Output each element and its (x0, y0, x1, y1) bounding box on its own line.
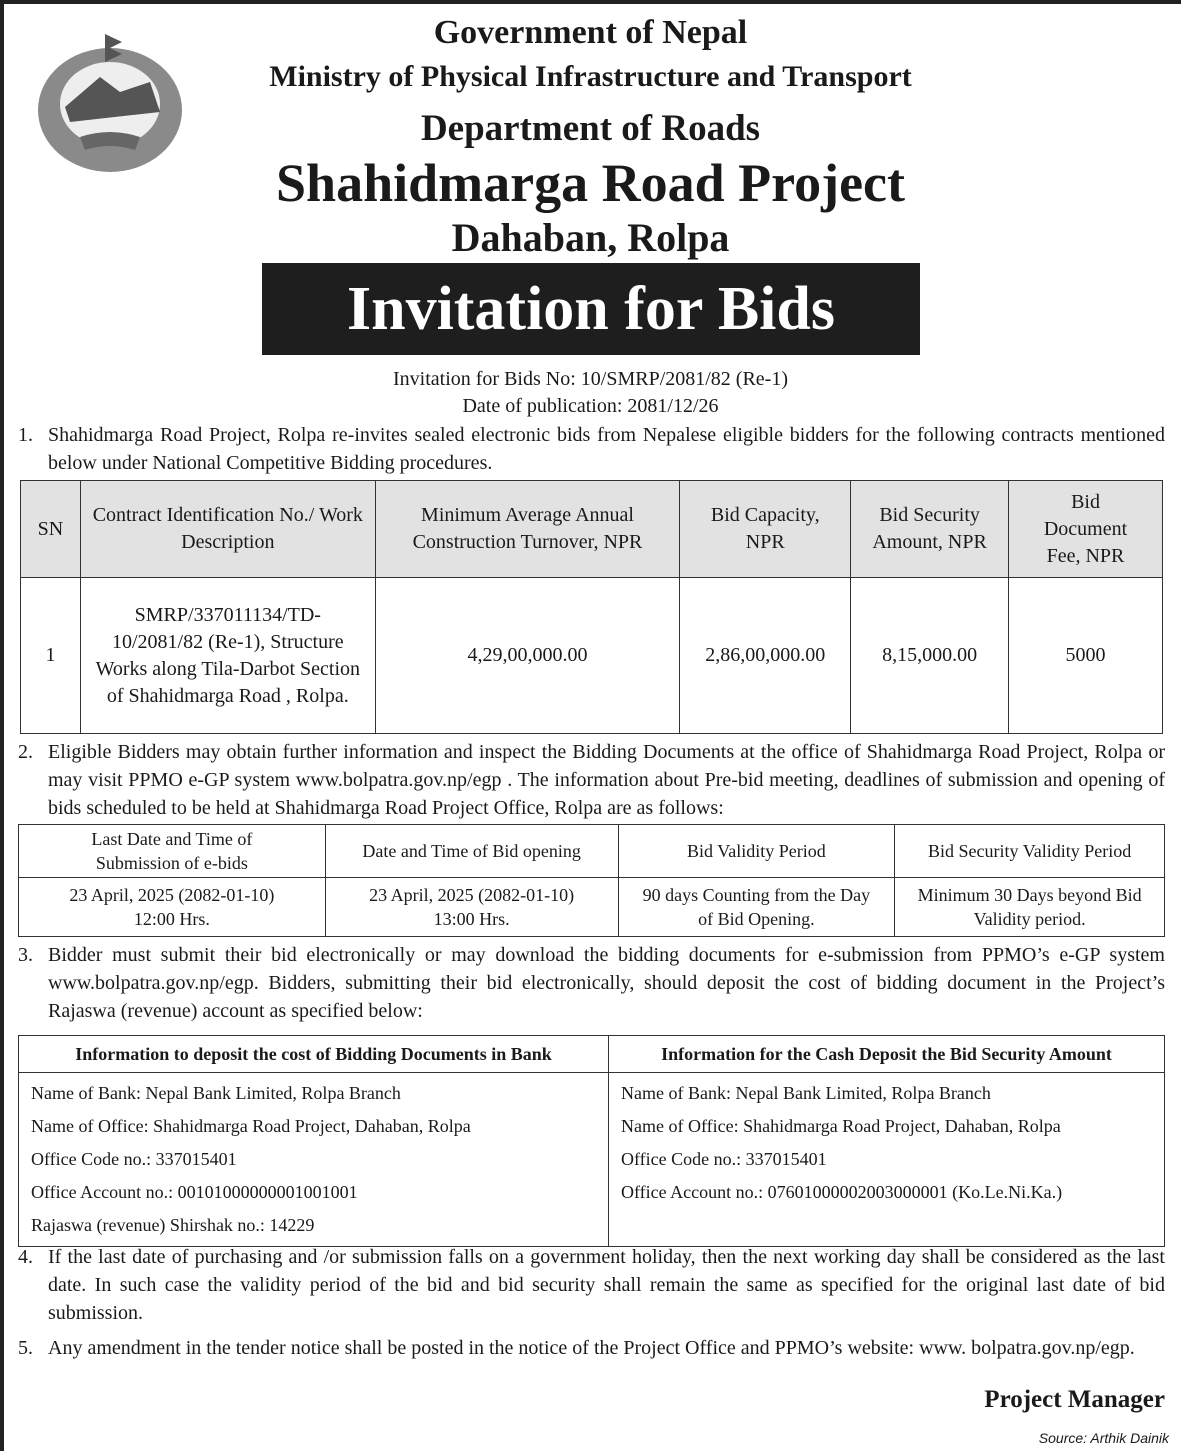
department-title: Department of Roads (420, 108, 761, 149)
column-header: Bid Capacity, NPR (680, 481, 851, 578)
paragraph-number: 4. (18, 1246, 33, 1268)
signatory: Project Manager (984, 1386, 1165, 1413)
table-cell: SMRP/337011134/TD-10/2081/82 (Re-1), Structure Works along Tila-Darbot Section of Shahidmarga Road , Rolpa. (80, 578, 375, 734)
table-header-row (19, 825, 1165, 878)
office-code: Office Code no.: 337015401 (621, 1149, 827, 1169)
paragraph-number: 5. (18, 1337, 33, 1359)
table-cell: 23 April, 2025 (2082-01-10) 12:00 Hrs. (19, 878, 326, 937)
government-title: Government of Nepal (433, 14, 748, 51)
table-row (19, 878, 1165, 937)
paragraph-number: 1. (18, 424, 33, 446)
office-name: Name of Office: Shahidmarga Road Project, Dahaban, Rolpa (621, 1116, 1061, 1136)
table-cell: 2,86,00,000.00 (680, 578, 851, 734)
column-header: Information for the Cash Deposit the Bid Security Amount (609, 1036, 1165, 1073)
office-account: Office Account no.: 00101000000001001001 (31, 1182, 358, 1202)
table-row (19, 1073, 1165, 1247)
office-code: Office Code no.: 337015401 (31, 1149, 237, 1169)
bank-name: Name of Bank: Nepal Bank Limited, Rolpa Branch (31, 1083, 401, 1103)
table-cell: 90 days Counting from the Day of Bid Opening. (618, 878, 895, 937)
column-header: SN (21, 481, 81, 578)
table-header-row (21, 481, 1163, 578)
schedule-table (18, 824, 1165, 937)
paragraph-5 (18, 1334, 1165, 1362)
table-cell: Minimum 30 Days beyond Bid Validity period. (895, 878, 1165, 937)
table-cell: 5000 (1009, 578, 1163, 734)
paragraph-2 (18, 738, 1165, 822)
table-cell: 23 April, 2025 (2082-01-10) 13:00 Hrs. (325, 878, 618, 937)
bank-name: Name of Bank: Nepal Bank Limited, Rolpa Branch (621, 1083, 991, 1103)
table-cell: 1 (21, 578, 81, 734)
column-header: Bid Validity Period (618, 825, 895, 878)
column-header: Last Date and Time of Submission of e-bids (19, 825, 326, 878)
location-title: Dahaban, Rolpa (451, 215, 730, 260)
column-header: Bid Security Amount, NPR (851, 481, 1009, 578)
paragraph-3 (18, 941, 1165, 1025)
paragraph-number: 3. (18, 944, 33, 966)
ministry-title: Ministry of Physical Infrastructure and Transport (269, 60, 912, 93)
bank-details-left (19, 1073, 609, 1247)
paragraph-number: 2. (18, 741, 33, 763)
paragraph-text: Eligible Bidders may obtain further information and inspect the Bidding Documents at the office of Shahidmarga Road Project, Rolpa or may visit PPMO e-GP system www.bolpatra.gov.np/egp . The information about Pre-bid meeting, deadlines of submission and opening of bids scheduled to be held at Shahidmarga Road Project Office, Rolpa are as follows: (48, 741, 1165, 819)
paragraph-4 (18, 1243, 1165, 1327)
project-title: Shahidmarga Road Project (276, 153, 905, 213)
table-cell: 4,29,00,000.00 (375, 578, 680, 734)
contracts-table (20, 480, 1163, 734)
source-credit: Source: Arthik Dainik (1038, 1430, 1169, 1446)
paragraph-text: If the last date of purchasing and /or submission falls on a government holiday, then the next working day shall be considered as the last date. In such case the validity period of the bid and bid security shall remain the same as specified for the original last date of bid submission. (48, 1246, 1165, 1324)
paragraph-1 (18, 421, 1165, 477)
column-header: Contract Identification No./ Work Description (80, 481, 375, 578)
column-header: Information to deposit the cost of Bidding Documents in Bank (19, 1036, 609, 1073)
table-cell: 8,15,000.00 (851, 578, 1009, 734)
table-row (21, 578, 1163, 734)
column-header: Bid Security Validity Period (895, 825, 1165, 878)
office-name: Name of Office: Shahidmarga Road Project, Dahaban, Rolpa (31, 1116, 471, 1136)
bank-details-right (609, 1073, 1165, 1247)
revenue-shirshak: Rajaswa (revenue) Shirshak no.: 14229 (31, 1215, 315, 1235)
paragraph-text: Shahidmarga Road Project, Rolpa re-invites sealed electronic bids from Nepalese eligible bidders for the following contracts mentioned below under National Competitive Bidding procedures. (48, 424, 1165, 474)
column-header: Minimum Average Annual Construction Turnover, NPR (375, 481, 680, 578)
column-header: Bid Document Fee, NPR (1009, 481, 1163, 578)
invitation-banner: Invitation for Bids (262, 263, 920, 355)
table-header-row (19, 1036, 1165, 1073)
column-header: Date and Time of Bid opening (325, 825, 618, 878)
bank-details-table (18, 1035, 1165, 1247)
paragraph-text: Any amendment in the tender notice shall be posted in the notice of the Project Office and PPMO’s website: www. bolpatra.gov.np/egp. (48, 1337, 1135, 1359)
publication-date: Date of publication: 2081/12/26 (462, 395, 719, 417)
office-account: Office Account no.: 07601000002003000001 (Ko.Le.Ni.Ka.) (621, 1182, 1063, 1202)
paragraph-text: Bidder must submit their bid electronically or may download the bidding documents for e-submission from PPMO’s e-GP system www.bolpatra.gov.np/egp. Bidders, submitting their bid electronically, should deposit the cost of bidding document in the Project’s Rajaswa (revenue) account as specified below: (48, 944, 1165, 1022)
ifb-number: Invitation for Bids No: 10/SMRP/2081/82 (Re-1) (393, 368, 788, 390)
